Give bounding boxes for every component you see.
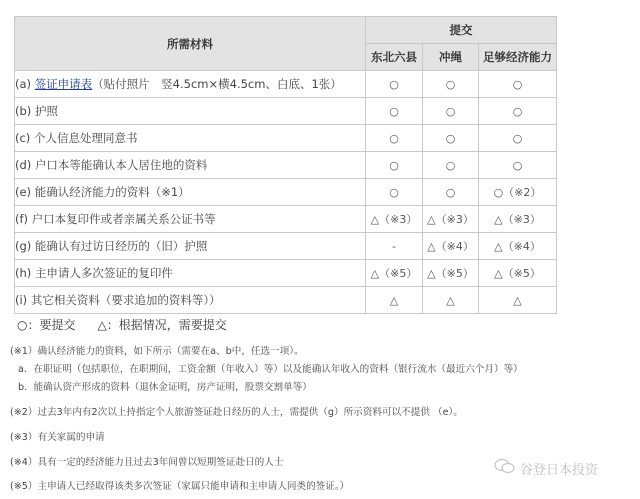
item-text: 户口本等能确认本人居住地的资料: [34, 158, 208, 172]
header-materials: 所需材料: [15, 17, 366, 71]
footnote-1a: a．在职证明（包括职位，在职期间，工资金额（年收入）等）以及能确认年收入的资料（银行流水（最近六个月）等）: [18, 364, 523, 375]
table-row: [15, 287, 557, 314]
legend-required: ○：要提交: [17, 318, 76, 332]
item-cell: [15, 260, 366, 287]
mark-cell: ○: [423, 71, 479, 98]
table-row: [15, 98, 557, 125]
table-row: [15, 71, 557, 98]
mark-cell: ○: [479, 125, 557, 152]
mark-cell: ○: [423, 125, 479, 152]
watermark: [494, 458, 598, 478]
item-cell: [15, 71, 366, 98]
header-tohoku: 东北六县: [366, 44, 423, 71]
footnote-2: (※2）过去3年内有2次以上持指定个人旅游签证赴日经历的人士，需提供（g）所示资料可以不提供 （e）。: [10, 407, 463, 418]
item-text: （贴付照片 竖4.5cm×横4.5cm、白底、1张）: [92, 77, 342, 91]
footnote-3: (※3）有关家属的申请: [10, 432, 105, 443]
item-cell: [15, 206, 366, 233]
legend: [17, 316, 227, 333]
footnote-5: (※5）主申请人已经取得该类多次签证（家属只能申请和主申请人同类的签证。）: [10, 481, 350, 492]
required-materials-table: [14, 16, 557, 314]
visa-application-form-link[interactable]: 签证申请表: [34, 77, 93, 91]
item-text: 能确认有过访日经历的（旧）护照: [34, 239, 208, 253]
mark-cell: △（※3）: [366, 206, 423, 233]
mark-cell: △: [366, 287, 423, 314]
watermark-text: 谷登日本投资: [520, 462, 599, 478]
mark-cell: ○: [479, 98, 557, 125]
mark-cell: ○（※2）: [479, 179, 557, 206]
item-cell: [15, 152, 366, 179]
item-text: 主申请人多次签证的复印件: [34, 266, 173, 280]
mark-cell: ○: [366, 179, 423, 206]
mark-cell: ○: [366, 98, 423, 125]
mark-cell: ○: [366, 125, 423, 152]
item-text: 能确认经济能力的资料（※1）: [34, 185, 190, 199]
footnote-4: (※4）具有一定的经济能力且过去3年间曾以短期签证赴日的人士: [10, 457, 284, 468]
header-submit: 提交: [366, 17, 557, 44]
item-label: (e): [15, 185, 32, 199]
mark-cell: ○: [479, 152, 557, 179]
item-label: (g): [15, 239, 32, 253]
footnote-1b: b．能确认资产形成的资料（退休金证明，房产证明，股票交割单等）: [18, 382, 312, 393]
table-row: [15, 125, 557, 152]
header-okinawa: 冲绳: [423, 44, 479, 71]
item-label: (f): [15, 212, 29, 226]
legend-conditional: △：根据情况，需要提交: [97, 318, 227, 332]
mark-cell: △（※3）: [479, 206, 557, 233]
mark-cell: △（※5）: [366, 260, 423, 287]
mark-cell: △（※5）: [423, 260, 479, 287]
table-row: [15, 179, 557, 206]
item-cell: [15, 98, 366, 125]
table-row: [15, 152, 557, 179]
item-label: (i): [15, 293, 28, 307]
mark-cell: ○: [423, 179, 479, 206]
table-row: [15, 260, 557, 287]
item-text: 户口本复印件或者亲属关系公证书等: [31, 212, 216, 226]
mark-cell: △（※4）: [423, 233, 479, 260]
mark-cell: △（※5）: [479, 260, 557, 287]
mark-cell: ○: [366, 152, 423, 179]
mark-cell: △: [479, 287, 557, 314]
wechat-icon: [494, 458, 516, 478]
mark-cell: -: [366, 233, 423, 260]
mark-cell: ○: [366, 71, 423, 98]
footnote-1: (※1）确认经济能力的资料，如下所示（需要在a、b中，任选一项）。: [10, 346, 304, 357]
item-text: 其它相关资料（要求追加的资料等））: [30, 293, 221, 307]
item-label: (a): [15, 77, 32, 91]
item-cell: [15, 287, 366, 314]
mark-cell: ○: [423, 152, 479, 179]
mark-cell: ○: [423, 98, 479, 125]
item-cell: [15, 179, 366, 206]
mark-cell: △（※3）: [423, 206, 479, 233]
item-cell: [15, 125, 366, 152]
item-cell: [15, 233, 366, 260]
mark-cell: △: [423, 287, 479, 314]
table-row: [15, 206, 557, 233]
header-economic: 足够经济能力: [479, 44, 557, 71]
table-row: [15, 233, 557, 260]
item-label: (b): [15, 104, 32, 118]
item-label: (c): [15, 131, 31, 145]
item-label: (h): [15, 266, 32, 280]
item-label: (d): [15, 158, 32, 172]
mark-cell: ○: [479, 71, 557, 98]
mark-cell: △（※4）: [479, 233, 557, 260]
item-text: 护照: [34, 104, 58, 118]
item-text: 个人信息处理同意书: [33, 131, 138, 145]
